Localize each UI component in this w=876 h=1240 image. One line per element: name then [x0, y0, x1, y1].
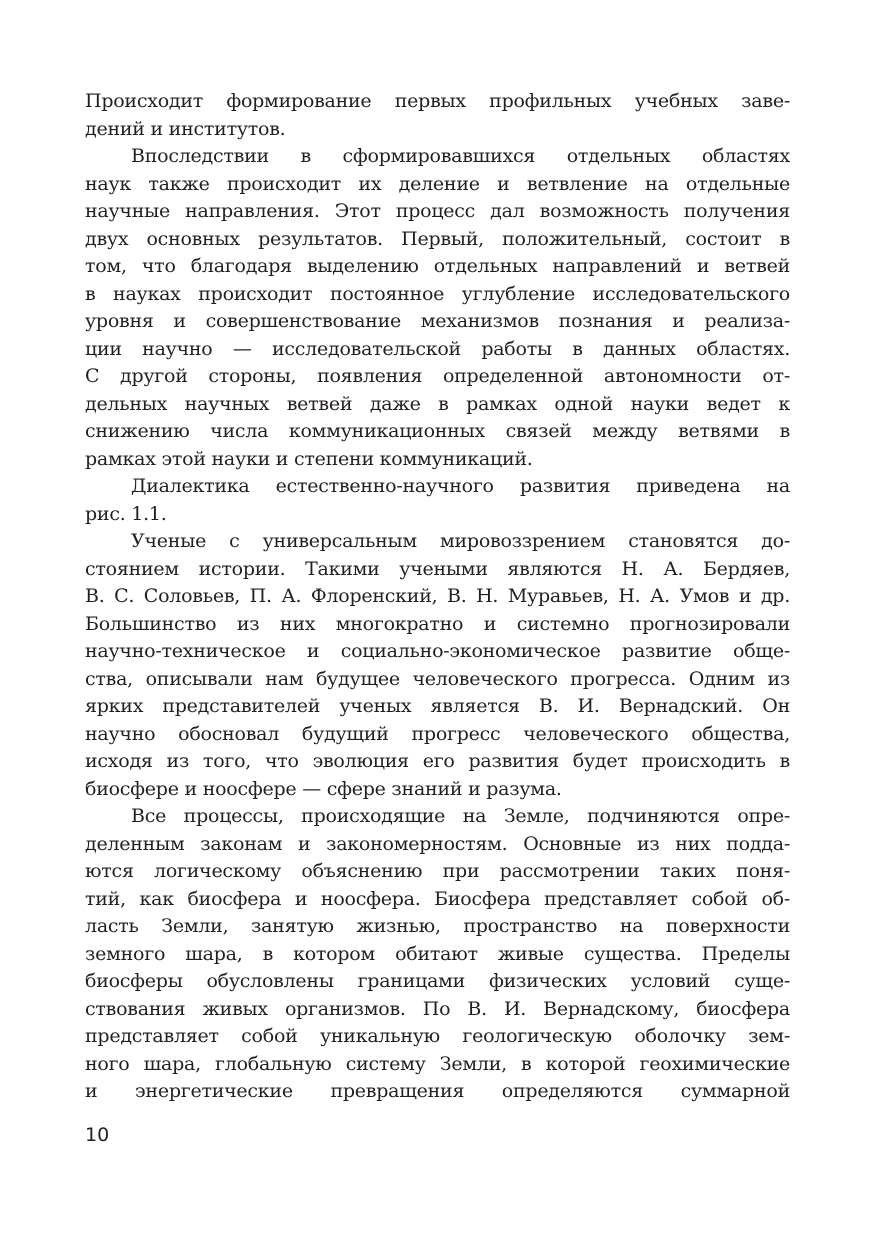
text-line: В. С. Соловьев, П. А. Флоренский, В. Н. Муравьев, Н. А. Умов и др. [85, 585, 790, 607]
text-line: ствования живых организмов. По В. И. Вернадскому, биосфера [85, 997, 790, 1020]
text-line: научно обосновал будущий прогресс человеческого общества, [85, 722, 790, 745]
text-line: рис. 1.1. [85, 502, 167, 525]
text-line: научно-техническое и социально-экономическое развитие обще- [85, 640, 790, 662]
text-line: уровня и совершенствование механизмов познания и реализа- [85, 310, 790, 332]
text-line: ются логическому объяснению при рассмотрении таких поня- [85, 860, 790, 882]
text-line: исходя из того, что эволюция его развития будет происходить в [85, 750, 790, 772]
text-line: ярких представителей ученых является В. И. Вернадский. Он [85, 695, 790, 717]
text-line: биосфере и ноосфере — сфере знаний и разума. [85, 777, 562, 800]
text-line: рамках этой науки и степени коммуникаций. [85, 447, 533, 470]
text-line: Впоследствии в сформировавшихся отдельных областях [131, 145, 790, 167]
text-line: тий, как биосфера и ноосфера. Биосфера представляет собой об- [85, 887, 790, 910]
text-line: ласть Земли, занятую жизнью, пространство на поверхности [85, 915, 790, 937]
text-line: научные направления. Этот процесс дал возможность получения [85, 200, 790, 222]
text-line: Диалектика естественно-научного развития приведена на [131, 475, 790, 497]
text-line: ного шара, глобальную систему Земли, в которой геохимические [85, 1052, 790, 1075]
page-body [85, 88, 790, 1106]
text-line: наук также происходит их деление и ветвление на отдельные [85, 172, 790, 195]
text-line: дельных научных ветвей даже в рамках одной науки ведет к [85, 392, 790, 415]
text-line: Происходит формирование первых профильных учебных заве- [85, 90, 790, 112]
text-line: С другой стороны, появления определенной автономности от- [85, 365, 790, 387]
text-line: снижению числа коммуникационных связей между ветвями в [85, 420, 790, 442]
text-line: Ученые с универсальным мировоззрением становятся до- [131, 530, 790, 552]
text-line: и энергетические превращения определяются суммарной [85, 1080, 790, 1102]
text-line: Все процессы, происходящие на Земле, подчиняются опре- [131, 805, 790, 827]
text-line: биосферы обусловлены границами физических условий суще- [85, 970, 790, 992]
text-line: ства, описывали нам будущее человеческого прогресса. Одним из [85, 667, 790, 690]
text-line: представляет собой уникальную геологическую оболочку зем- [85, 1025, 790, 1047]
text-line: деленным законам и закономерностям. Основные из них подда- [85, 832, 790, 855]
text-line: Большинство из них многократно и системно прогнозировали [85, 612, 790, 635]
text-line: двух основных результатов. Первый, положительный, состоит в [85, 227, 790, 250]
text-line: стоянием истории. Такими учеными являются Н. А. Бердяев, [85, 557, 790, 580]
page-number: 10 [85, 1124, 110, 1146]
text-line: земного шара, в котором обитают живые существа. Пределы [85, 942, 790, 965]
text-line: ции научно — исследовательской работы в данных областях. [85, 337, 790, 360]
text-line: дений и институтов. [85, 117, 286, 140]
text-line: в науках происходит постоянное углубление исследовательского [85, 282, 790, 305]
text-line: том, что благодаря выделению отдельных направлений и ветвей [85, 255, 790, 277]
